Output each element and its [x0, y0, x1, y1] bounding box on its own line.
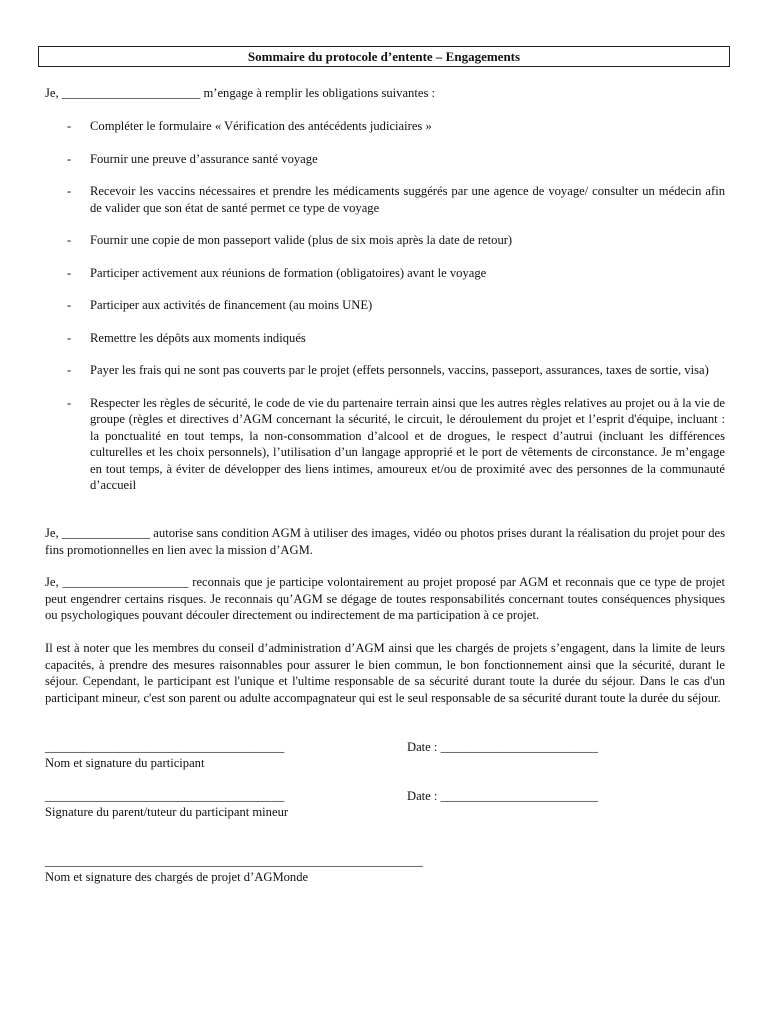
parent-signature-line[interactable]: ______________________________________ [45, 789, 285, 803]
obligation-text: Fournir une copie de mon passeport valide (plus de six mois après la date de retour) [90, 233, 513, 247]
agm-signature-label: Nom et signature des chargés de projet d’AGMonde [45, 870, 309, 884]
obligation-text: Fournir une preuve d’assurance santé voyage [90, 151, 318, 166]
agm-signature-line[interactable]: ____________________________________________________________ [45, 854, 423, 868]
list-item [45, 265, 725, 282]
bullet-dash: - [67, 233, 72, 247]
list-item [45, 330, 725, 347]
list-item [45, 183, 725, 216]
list-item [45, 395, 725, 494]
list-item [45, 297, 725, 314]
document-title: Sommaire du protocole d’entente – Engagements [38, 46, 730, 67]
obligation-text: Compléter le formulaire « Vérification des antécédents judiciaires » [90, 119, 432, 133]
obligation-text: Participer aux activités de financement (au moins UNE) [90, 298, 373, 312]
bullet-dash: - [67, 363, 72, 377]
parent-date-field[interactable]: Date : _________________________ [407, 789, 598, 803]
parent-signature-label: Signature du parent/tuteur du participant mineur [45, 805, 289, 819]
obligation-text: Payer les frais qui ne sont pas couverts par le projet (effets personnels, vaccins, passeport, assurances, taxes de sortie, visa) [90, 363, 709, 377]
bullet-dash: - [67, 151, 72, 166]
participant-signature-line[interactable]: ______________________________________ [45, 740, 285, 754]
bullet-dash: - [67, 298, 72, 312]
obligation-text: Participer activement aux réunions de formation (obligatoires) avant le voyage [90, 265, 487, 280]
bullet-dash: - [67, 184, 72, 198]
obligation-text: Respecter les règles de sécurité, le code de vie du partenaire terrain ainsi que les autres règles relatives au projet ou à la vie de groupe (règles et directives d’AGM concernant la sécurité, le circuit, le déroulement du projet et l’esprit d'équipe, incluant : la ponctualité en tout temps, la non-consommation d’alcool et de drogues, le respect d’autrui (incluant les différences culturelles et les choix personnels), l’utilisation d’un langage approprié et le port de vêtements de circonstance. Je m’engage en tout temps, à éviter de développer des liens intimes, amoureux et/ou de proximité avec des personnes de la communauté d’accueil [90, 395, 725, 492]
obligations-list [45, 118, 725, 494]
bullet-dash: - [67, 330, 72, 345]
intro-statement: Je, ______________________ m’engage à remplir les obligations suivantes : [45, 86, 435, 100]
obligation-text: Remettre les dépôts aux moments indiqués [90, 330, 306, 345]
list-item [45, 362, 725, 379]
risk-acknowledgment-paragraph: Je, ____________________ reconnais que je participe volontairement au projet proposé par AGM et reconnais que ce type de projet peut engendrer certains risques. Je reconnais qu’AGM se dégage de toutes responsabilités concernant toutes conséquences physiques ou psychologiques pouvant découler directement ou indirectement de ma participation à ce projet. [45, 575, 725, 622]
participant-signature-label: Nom et signature du participant [45, 756, 205, 770]
bullet-dash: - [67, 395, 72, 410]
participant-date-field[interactable]: Date : _________________________ [407, 740, 598, 754]
image-consent-paragraph: Je, ______________ autorise sans condition AGM à utiliser des images, vidéo ou photos prises durant la réalisation du projet pour des fins promotionnelles en lien avec la mission d’AGM. [45, 526, 725, 557]
board-note-paragraph: Il est à noter que les membres du conseil d’administration d’AGM ainsi que les chargés de projets s’engagent, dans la limite de leurs capacités, à prendre des mesures raisonnables pour assurer le bien commun, le bon fonctionnement ainsi que la sécurité, durant le séjour. Cependant, le participant est l'unique et l'ultime responsable de sa sécurité durant toute la durée du séjour. Dans le cas d'un participant mineur, c'est son parent ou adulte accompagnateur qui est le seul responsable de sa sécurité durant toute la durée du séjour. [45, 641, 725, 705]
list-item [45, 151, 725, 168]
bullet-dash: - [67, 265, 72, 280]
obligation-text: Recevoir les vaccins nécessaires et prendre les médicaments suggérés par une agence de voyage/ consulter un médecin afin de valider que son état de santé permet ce type de voyage [90, 184, 725, 215]
bullet-dash: - [67, 119, 72, 133]
list-item [45, 118, 725, 135]
list-item [45, 232, 725, 249]
